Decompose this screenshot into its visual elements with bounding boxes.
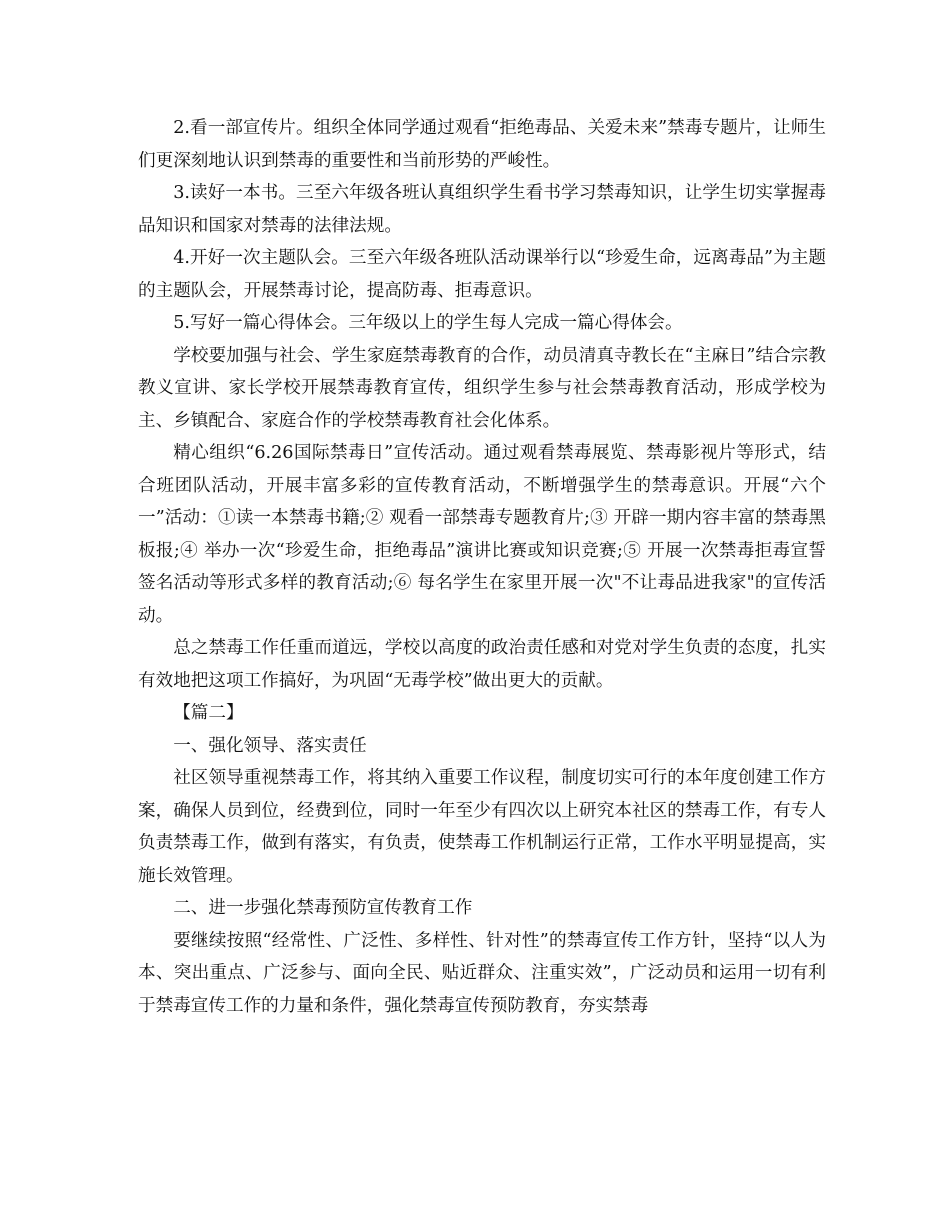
paragraph-propaganda-film: 2.看一部宣传片。组织全体同学通过观看“拒绝毒品、关爱未来”禁毒专题片，让师生们更深刻地认识到禁毒的重要性和当前形势的严峻性。 (138, 118, 826, 171)
paragraph-publicity-policy: 要继续按照“经常性、广泛性、多样性、针对性”的禁毒宣传工作方针，坚持“以人为本、突出重点、广泛参与、面向全民、贴近群众、注重实效”，广泛动员和运用一切有利于禁毒宣传工作的力量和条件，强化禁毒宣传预防教育，夯实禁毒 (138, 930, 826, 1016)
document-body (138, 112, 826, 1022)
paragraph-conclusion: 总之禁毒工作任重而道远，学校以高度的政治责任感和对党对学生负责的态度，扎实有效地把这项工作搞好，为巩固“无毒学校”做出更大的贡献。 (138, 638, 826, 691)
paragraph-read-book: 3.读好一本书。三至六年级各班认真组织学生看书学习禁毒知识，让学生切实掌握毒品知识和国家对禁毒的法律法规。 (138, 183, 826, 236)
paragraph-theme-meeting: 4.开好一次主题队会。三至六年级各班队活动课举行以“珍爱生命，远离毒品”为主题的主题队会，开展禁毒讨论，提高防毒、拒毒意识。 (138, 248, 826, 301)
heading-prevention-education: 二、进一步强化禁毒预防宣传教育工作 (173, 898, 473, 918)
paragraph-626-activity: 精心组织“6.26国际禁毒日”宣传活动。通过观看禁毒展览、禁毒影视片等形式，结合班团队活动，开展丰富多彩的宣传教育活动，不断增强学生的禁毒意识。开展“六个一”活动：①读一本禁毒书籍;② 观看一部禁毒专题教育片;③ 开辟一期内容丰富的禁毒黑板报;④ 举办一次“珍爱生命，拒绝毒品”演讲比赛或知识竞赛;⑤ 开展一次禁毒拒毒宣誓签名活动等形式多样的教育活动;⑥ 每名学生在家里开展一次"不让毒品进我家"的宣传活动。 (138, 443, 826, 626)
paragraph-community-leadership: 社区领导重视禁毒工作，将其纳入重要工作议程，制度切实可行的本年度创建工作方案，确保人员到位，经费到位，同时一年至少有四次以上研究本社区的禁毒工作，有专人负责禁毒工作，做到有落实，有负责，使禁毒工作机制运行正常，工作水平明显提高，实施长效管理。 (138, 768, 826, 886)
section-heading-part-two: 【篇二】 (173, 703, 244, 723)
heading-strengthen-leadership: 一、强化领导、落实责任 (173, 735, 367, 756)
paragraph-school-society: 学校要加强与社会、学生家庭禁毒教育的合作，动员清真寺教长在“主麻日”结合宗教教义宣讲、家长学校开展禁毒教育宣传，组织学生参与社会禁毒教育活动，形成学校为主、乡镇配合、家庭合作的学校禁毒教育社会化体系。 (138, 345, 826, 431)
paragraph-reflection: 5.写好一篇心得体会。三年级以上的学生每人完成一篇心得体会。 (173, 313, 683, 333)
